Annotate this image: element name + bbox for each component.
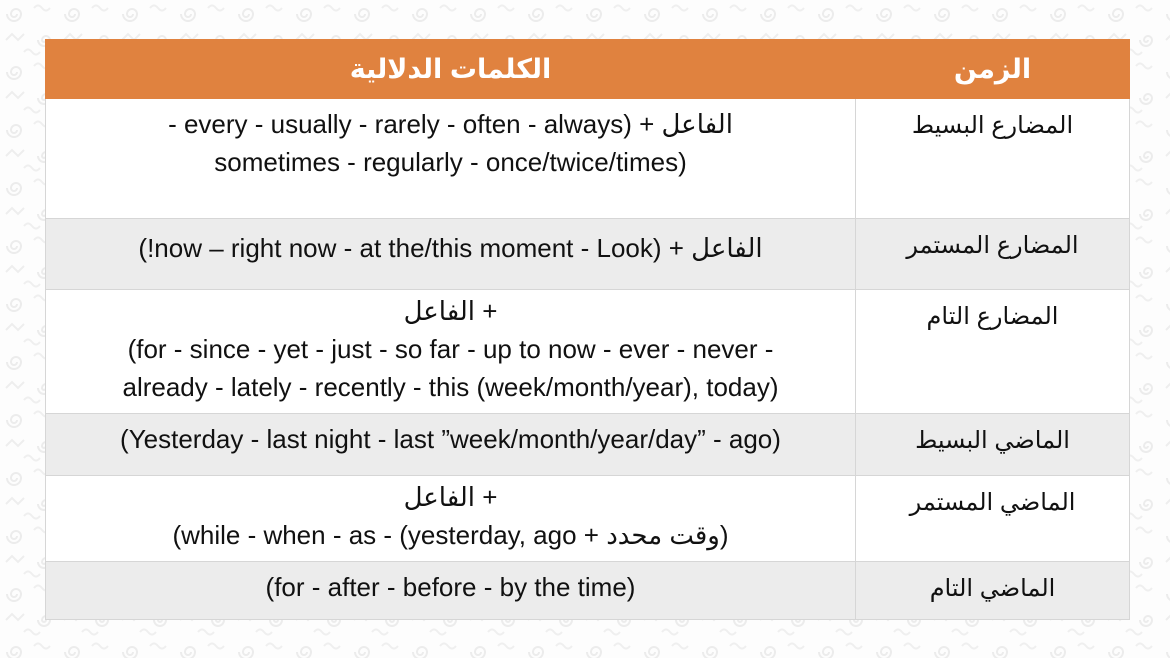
- table-row: [46, 290, 1130, 414]
- tense-signal-words-table: [45, 39, 1130, 620]
- signal-words-line: الفاعل + (every - usually - rarely - often - always -: [168, 109, 733, 139]
- signal-words-line: (for - since - yet - just - so far - up to now - ever - never -: [127, 334, 774, 364]
- table-row: [46, 476, 1130, 562]
- header-tense: الزمن: [856, 40, 1130, 99]
- tense-cell: [856, 562, 1130, 620]
- tense-name: المضارع التام: [926, 303, 1059, 330]
- signal-words-cell: [46, 290, 856, 414]
- table-row: [46, 219, 1130, 290]
- signal-words-cell: [46, 476, 856, 562]
- tense-name: الماضي التام: [929, 575, 1056, 602]
- signal-words-line: (Yesterday - last night - last ”week/month/year/day” - ago): [120, 424, 781, 454]
- table-row: [46, 99, 1130, 219]
- tense-cell: [856, 219, 1130, 290]
- signal-words-line: (while - when - as - (yesterday, ago + وقت محدد): [172, 520, 729, 550]
- tense-cell: [856, 476, 1130, 562]
- signal-words-cell: [46, 219, 856, 290]
- tense-cell: [856, 99, 1130, 219]
- signal-words-cell: [46, 99, 856, 219]
- signal-words-cell: [46, 414, 856, 476]
- signal-words-line: + الفاعل: [403, 482, 498, 512]
- table-row: [46, 414, 1130, 476]
- signal-words-line: الفاعل + (now – right now - at the/this moment - Look!): [138, 233, 763, 263]
- table-header-row: [46, 40, 1130, 99]
- tense-name: المضارع البسيط: [911, 112, 1074, 139]
- header-signal-words: الكلمات الدلالية: [46, 40, 856, 99]
- signal-words-cell: [46, 562, 856, 620]
- signal-words-line: sometimes - regularly - once/twice/times): [214, 147, 687, 177]
- signal-words-line: already - lately - recently - this (week/month/year), today): [122, 372, 779, 402]
- tense-cell: [856, 414, 1130, 476]
- signal-words-line: + الفاعل: [403, 296, 498, 326]
- table-row: [46, 562, 1130, 620]
- signal-words-line: (for - after - before - by the time): [265, 572, 636, 602]
- tense-cell: [856, 290, 1130, 414]
- tense-name: المضارع المستمر: [906, 232, 1079, 259]
- tense-name: الماضي البسيط: [915, 427, 1070, 454]
- tense-name: الماضي المستمر: [909, 489, 1076, 516]
